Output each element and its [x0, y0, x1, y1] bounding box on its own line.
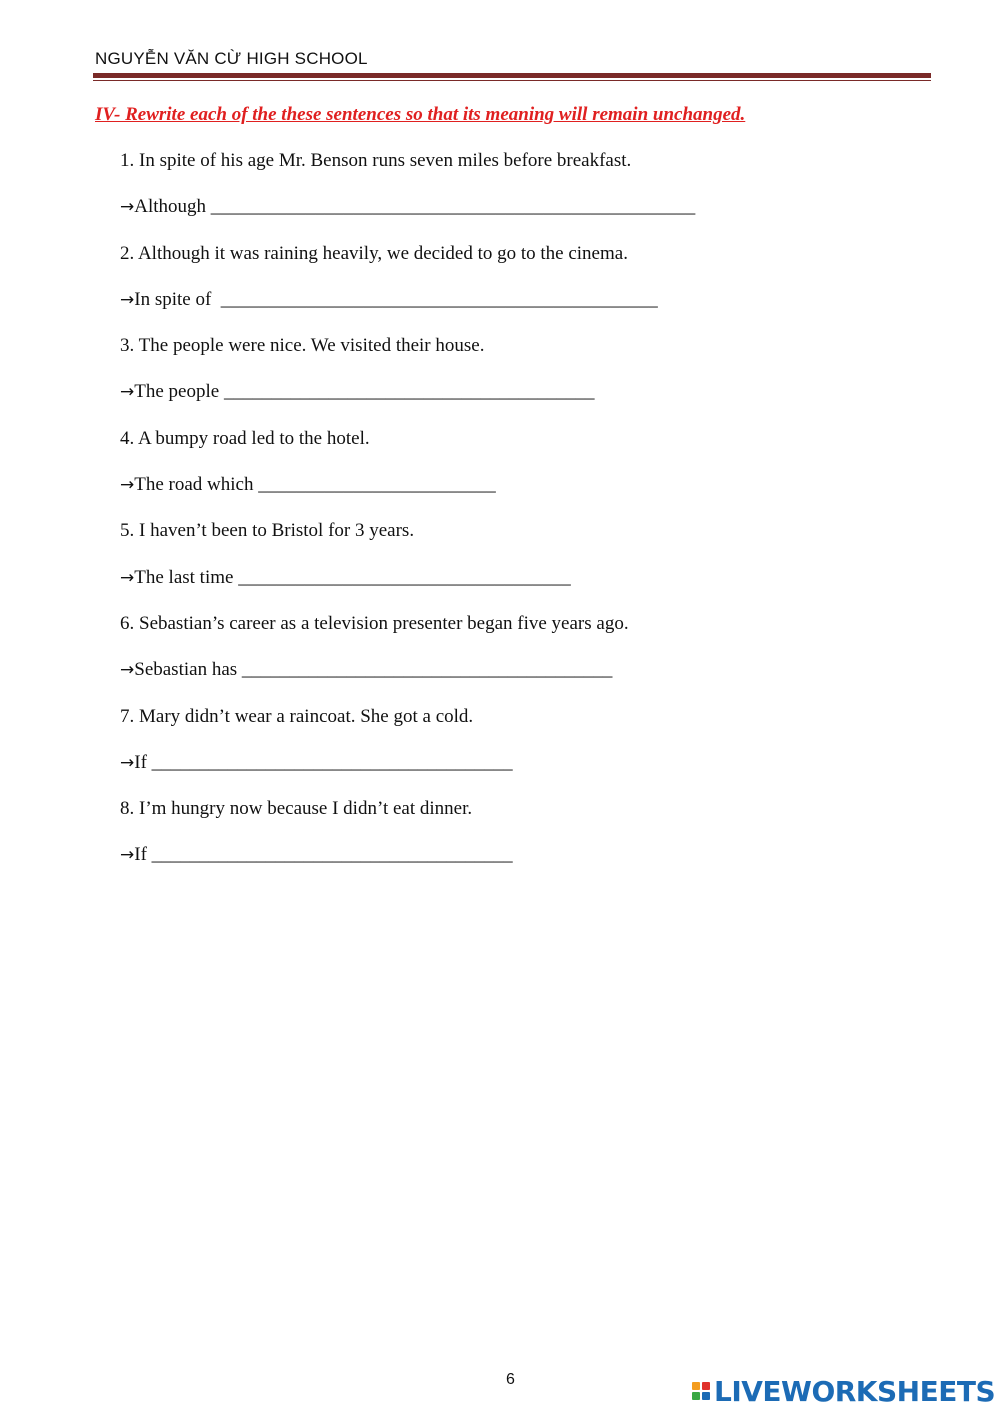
answer-blank[interactable]: ______________________________________________ [211, 288, 658, 310]
exercise-prompt: 3. The people were nice. We visited their house. [120, 335, 485, 357]
arrow-icon: → [120, 567, 135, 588]
arrow-icon: → [120, 660, 135, 681]
exercise-list [120, 149, 940, 890]
school-name: NGUYỄN VĂN CỪ HIGH SCHOOL [95, 49, 368, 68]
answer-start: If [134, 844, 147, 866]
arrow-icon: → [120, 475, 135, 496]
logo-square [702, 1382, 710, 1390]
answer-blank[interactable]: _________________________ [253, 474, 496, 496]
exercise-prompt: 6. Sebastian’s career as a television presenter began five years ago. [120, 612, 629, 634]
answer-start: The people [134, 381, 220, 403]
exercise-prompt: 4. A bumpy road led to the hotel. [120, 427, 370, 449]
logo-square [702, 1392, 710, 1400]
answer-blank[interactable]: _______________________________________ [219, 381, 595, 403]
answer-start: The road which [134, 474, 254, 496]
logo-square [692, 1392, 700, 1400]
answer-blank[interactable]: ______________________________________ [146, 751, 513, 773]
section-heading: IV- Rewrite each of the these sentences so that its meaning will remain unchanged. [95, 104, 746, 125]
exercise-prompt: 5. I haven’t been to Bristol for 3 years. [120, 520, 415, 542]
exercise-prompt: 7. Mary didn’t wear a raincoat. She got a cold. [120, 705, 474, 727]
answer-blank[interactable]: ______________________________________ [146, 844, 513, 866]
arrow-icon: → [120, 845, 135, 866]
answer-line[interactable] [120, 843, 940, 889]
answer-blank[interactable]: _______________________________________ [237, 659, 613, 681]
exercise-prompt: 2. Although it was raining heavily, we decided to go to the cinema. [120, 242, 628, 264]
answer-start: If [134, 751, 147, 773]
answer-start: Sebastian has [134, 659, 238, 681]
header-rule-thin [93, 80, 931, 81]
answer-line[interactable] [120, 658, 940, 704]
watermark-text: LIVEWORKSHEETS [714, 1374, 996, 1408]
answer-line[interactable] [120, 380, 940, 426]
answer-blank[interactable]: ___________________________________ [233, 566, 571, 588]
answer-start: In spite of [134, 288, 212, 310]
arrow-icon: → [120, 197, 135, 218]
answer-line[interactable] [120, 195, 940, 241]
exercise-prompt: 8. I’m hungry now because I didn’t eat dinner. [120, 798, 473, 820]
arrow-icon: → [120, 752, 135, 773]
answer-line[interactable] [120, 473, 940, 519]
header-rule [93, 73, 931, 78]
answer-blank[interactable]: ___________________________________________________ [206, 196, 696, 218]
answer-start: Although [134, 196, 207, 218]
page-number: 6 [506, 1371, 515, 1388]
exercise-prompt: 1. In spite of his age Mr. Benson runs seven miles before breakfast. [120, 150, 632, 171]
liveworksheets-watermark [692, 1374, 995, 1408]
answer-line[interactable] [120, 751, 940, 797]
answer-line[interactable] [120, 566, 940, 612]
answer-line[interactable] [120, 288, 940, 334]
logo-square [692, 1382, 700, 1390]
arrow-icon: → [120, 382, 135, 403]
arrow-icon: → [120, 289, 135, 310]
answer-start: The last time [134, 566, 234, 588]
liveworksheets-logo-icon [692, 1382, 710, 1400]
